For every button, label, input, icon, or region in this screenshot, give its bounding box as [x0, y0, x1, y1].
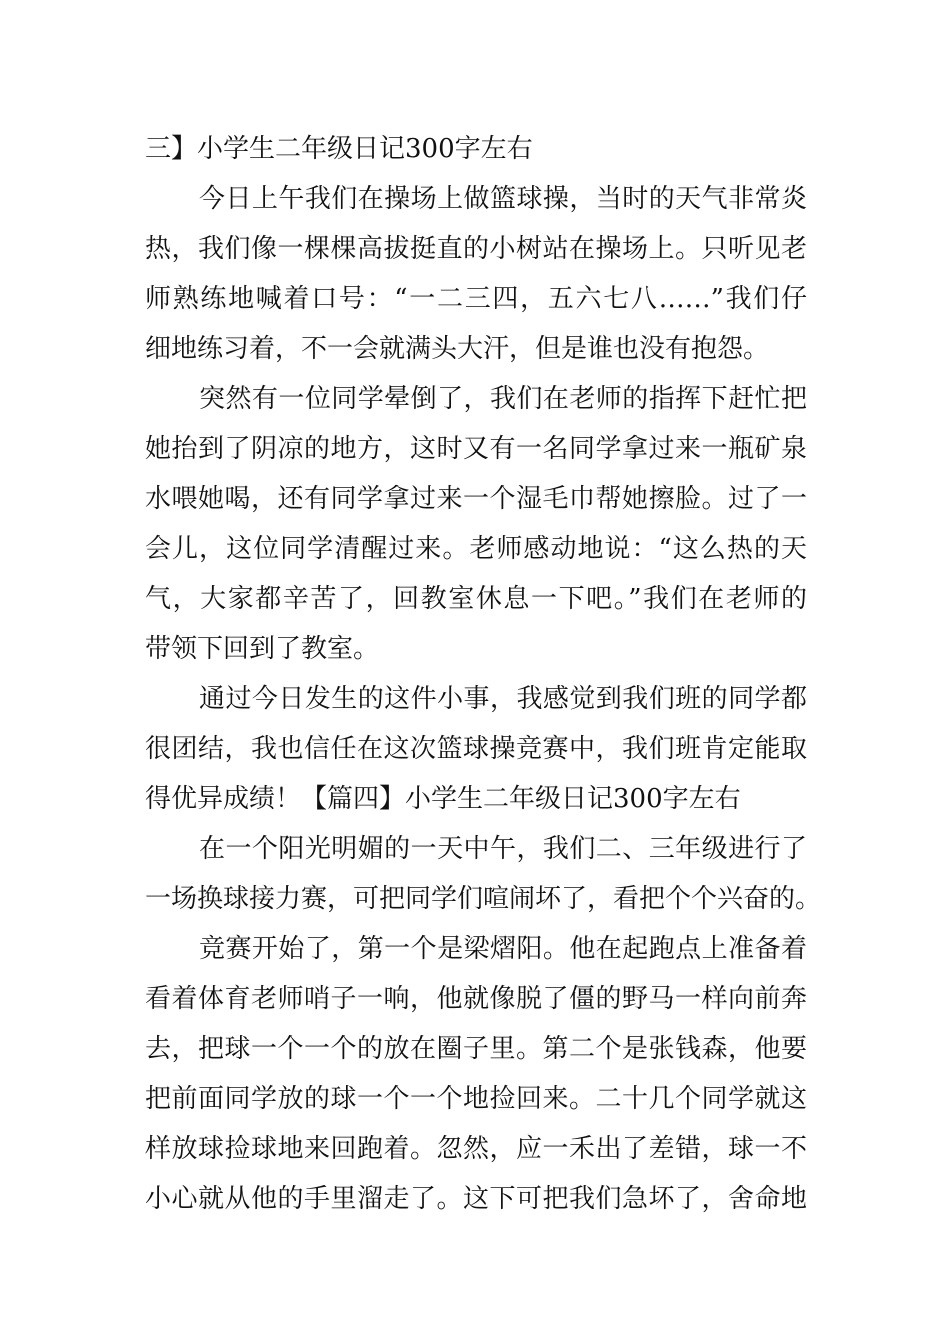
text-line: 细地练习着，不一会就满头大汗，但是谁也没有抱怨。: [145, 334, 770, 364]
text-line: 看着体育老师哨子一响，他就像脱了僵的野马一样向前奔: [145, 984, 807, 1014]
text-line: 小心就从他的手里溜走了。这下可把我们急坏了，舍命地: [145, 1184, 807, 1214]
text-line: 样放球捡球地来回跑着。忽然，应一禾出了差错，球一不: [145, 1134, 807, 1164]
text-line: 三】小学生二年级日记300字左右: [145, 134, 533, 164]
text-line: 把前面同学放的球一个一个地捡回来。二十几个同学就这: [145, 1084, 807, 1114]
text-line: 水喂她喝，还有同学拿过来一个湿毛巾帮她擦脸。过了一: [145, 484, 807, 514]
paragraph-first-line: 在一个阳光明媚的一天中午，我们二、三年级进行了: [199, 834, 807, 864]
text-line: 会儿，这位同学清醒过来。老师感动地说：“这么热的天: [145, 534, 807, 564]
paragraph-first-line: 今日上午我们在操场上做篮球操，当时的天气非常炎: [199, 184, 807, 214]
text-line: 很团结，我也信任在这次篮球操竞赛中，我们班肯定能取: [145, 734, 807, 764]
text-line: 热，我们像一棵棵高拔挺直的小树站在操场上。只听见老: [145, 234, 807, 264]
text-line: 她抬到了阴凉的地方，这时又有一名同学拿过来一瓶矿泉: [145, 434, 807, 464]
text-line: 一场换球接力赛，可把同学们喧闹坏了，看把个个兴奋的。: [145, 884, 822, 914]
paragraph-first-line: 突然有一位同学晕倒了，我们在老师的指挥下赶忙把: [199, 384, 807, 414]
paragraph-first-line: 通过今日发生的这件小事，我感觉到我们班的同学都: [199, 684, 807, 714]
text-line: 去，把球一个一个的放在圈子里。第二个是张钱森，他要: [145, 1034, 807, 1064]
text-line: 师熟练地喊着口号：“一二三四，五六七八……”我们仔: [145, 284, 807, 314]
text-line: 得优异成绩！【篇四】小学生二年级日记300字左右: [145, 784, 741, 814]
document-body: [145, 124, 822, 1224]
paragraph-first-line: 竞赛开始了，第一个是梁熠阳。他在起跑点上准备着: [199, 934, 807, 964]
text-line: 气，大家都辛苦了，回教室休息一下吧。”我们在老师的: [145, 584, 807, 614]
text-line: 带领下回到了教室。: [145, 634, 380, 664]
